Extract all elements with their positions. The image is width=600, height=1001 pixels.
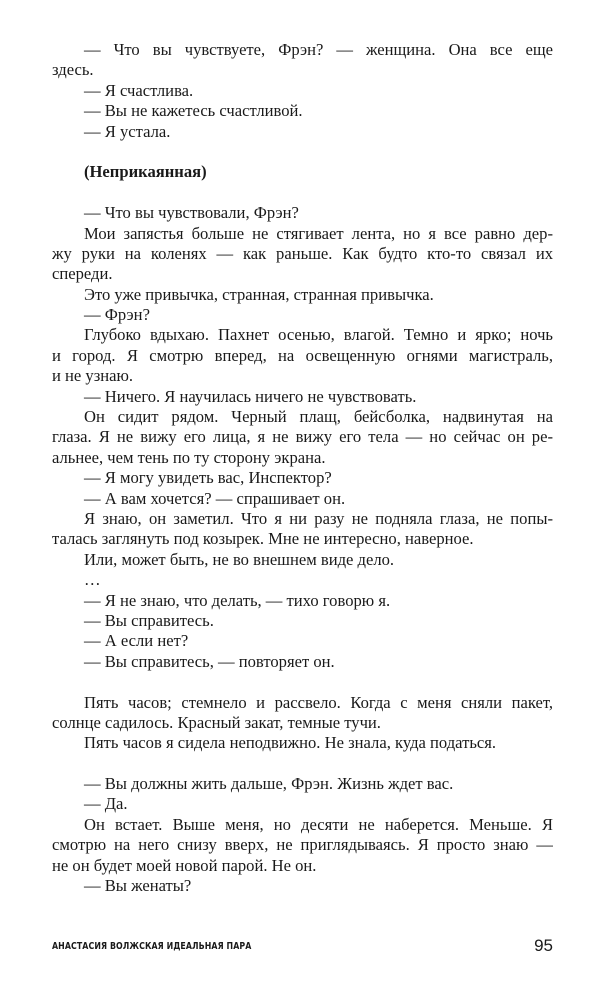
text-line: не он будет моей новой парой. Не он.: [52, 855, 317, 875]
text-line: — Я могу увидеть вас, Инспектор?: [84, 468, 332, 488]
paragraph: [52, 631, 553, 651]
paragraph: [52, 611, 553, 631]
text-line: (Неприкаянная): [84, 162, 207, 182]
paragraph: [52, 325, 553, 386]
text-line: жу руки на коленях — как раньше. Как будто кто-то связал их: [52, 243, 553, 263]
paragraph: [52, 570, 553, 590]
paragraph: [52, 876, 553, 896]
paragraph: [52, 101, 553, 121]
paragraph: [52, 652, 553, 672]
paragraph: [52, 387, 553, 407]
text-line: — Да.: [84, 794, 128, 814]
page-number: 95: [534, 936, 553, 955]
text-line: — А если нет?: [84, 631, 189, 651]
author-name: АНАСТАСИЯ ВОЛЖСКАЯ: [52, 941, 164, 952]
text-line: — Что вы чувствовали, Фрэн?: [84, 203, 299, 223]
text-line: спереди.: [52, 264, 113, 284]
blank-line: [52, 672, 553, 692]
text-line: — А вам хочется? — спрашивает он.: [84, 488, 346, 508]
paragraph: [52, 550, 553, 570]
section-heading: [52, 162, 553, 182]
text-line: Пять часов я сидела неподвижно. Не знала, куда податься.: [84, 733, 497, 753]
text-line: …: [84, 570, 101, 590]
text-line: Он сидит рядом. Черный плащ, бейсболка, надвинутая на: [84, 407, 553, 427]
text-line: — Вы справитесь.: [84, 610, 214, 630]
text-line: — Я счастлива.: [84, 80, 194, 100]
text-line: Он встает. Выше меня, но десяти не наберется. Меньше. Я: [84, 814, 553, 834]
paragraph: [52, 794, 553, 814]
text-line: — Вы справитесь, — повторяет он.: [84, 651, 335, 671]
paragraph: [52, 468, 553, 488]
paragraph: [52, 285, 553, 305]
text-line: — Я не знаю, что делать, — тихо говорю я.: [84, 590, 391, 610]
text-line: — Вы должны жить дальше, Фрэн. Жизнь ждет вас.: [84, 774, 454, 794]
blank-line: [52, 754, 553, 774]
paragraph: [52, 733, 553, 753]
text-line: смотрю на него снизу вверх, не приглядываясь. Я просто знаю —: [52, 835, 553, 855]
text-line: и город. Я смотрю вперед, на освещенную огнями магистраль,: [52, 345, 553, 365]
paragraph: [52, 591, 553, 611]
text-line: талась заглянуть под козырек. Мне не интересно, наверное.: [52, 529, 474, 549]
text-line: глаза. Я не вижу его лица, я не вижу его тела — но сейчас он ре-: [52, 427, 553, 447]
text-line: Мои запястья больше не стягивает лента, но я все равно дер-: [84, 223, 553, 243]
paragraph: [52, 122, 553, 142]
paragraph: [52, 509, 553, 550]
text-line: — Вы женаты?: [84, 876, 192, 896]
blank-line: [52, 183, 553, 203]
text-line: — Что вы чувствуете, Фрэн? — женщина. Она все еще: [84, 40, 553, 59]
text-line: Я знаю, он заметил. Что я ни разу не подняла глаза, не попы-: [84, 508, 553, 528]
book-title: ИДЕАЛЬНАЯ ПАРА: [166, 941, 252, 952]
text-line: — Я устала.: [84, 121, 171, 141]
text-line: солнце садилось. Красный закат, темные тучи.: [52, 712, 381, 732]
paragraph: [52, 203, 553, 223]
text-line: здесь.: [52, 60, 94, 80]
paragraph: [52, 305, 553, 325]
text-line: Пять часов; стемнело и рассвело. Когда с меня сняли пакет,: [84, 692, 553, 712]
paragraph: [52, 693, 553, 734]
text-line: Или, может быть, не во внешнем виде дело.: [84, 549, 395, 569]
blank-line: [52, 142, 553, 162]
text-line: и не узнаю.: [52, 366, 134, 386]
text-line: — Фрэн?: [84, 305, 150, 325]
paragraph: [52, 774, 553, 794]
text-line: Это уже привычка, странная, странная привычка.: [84, 284, 434, 304]
text-line: Глубоко вдыхаю. Пахнет осенью, влагой. Темно и ярко; ночь: [84, 325, 553, 345]
paragraph: [52, 815, 553, 876]
text-line: альнее, чем тень по ту сторону экрана.: [52, 447, 326, 467]
text-line: — Вы не кажетесь счастливой.: [84, 101, 303, 121]
paragraph: [52, 81, 553, 101]
paragraph: [52, 407, 553, 468]
running-footer: [52, 941, 251, 952]
text-line: — Ничего. Я научилась ничего не чувствовать.: [84, 386, 417, 406]
paragraph: [52, 224, 553, 285]
paragraph: [52, 489, 553, 509]
page-body: [52, 40, 553, 896]
page-footer: [52, 936, 553, 958]
paragraph: [52, 40, 553, 81]
